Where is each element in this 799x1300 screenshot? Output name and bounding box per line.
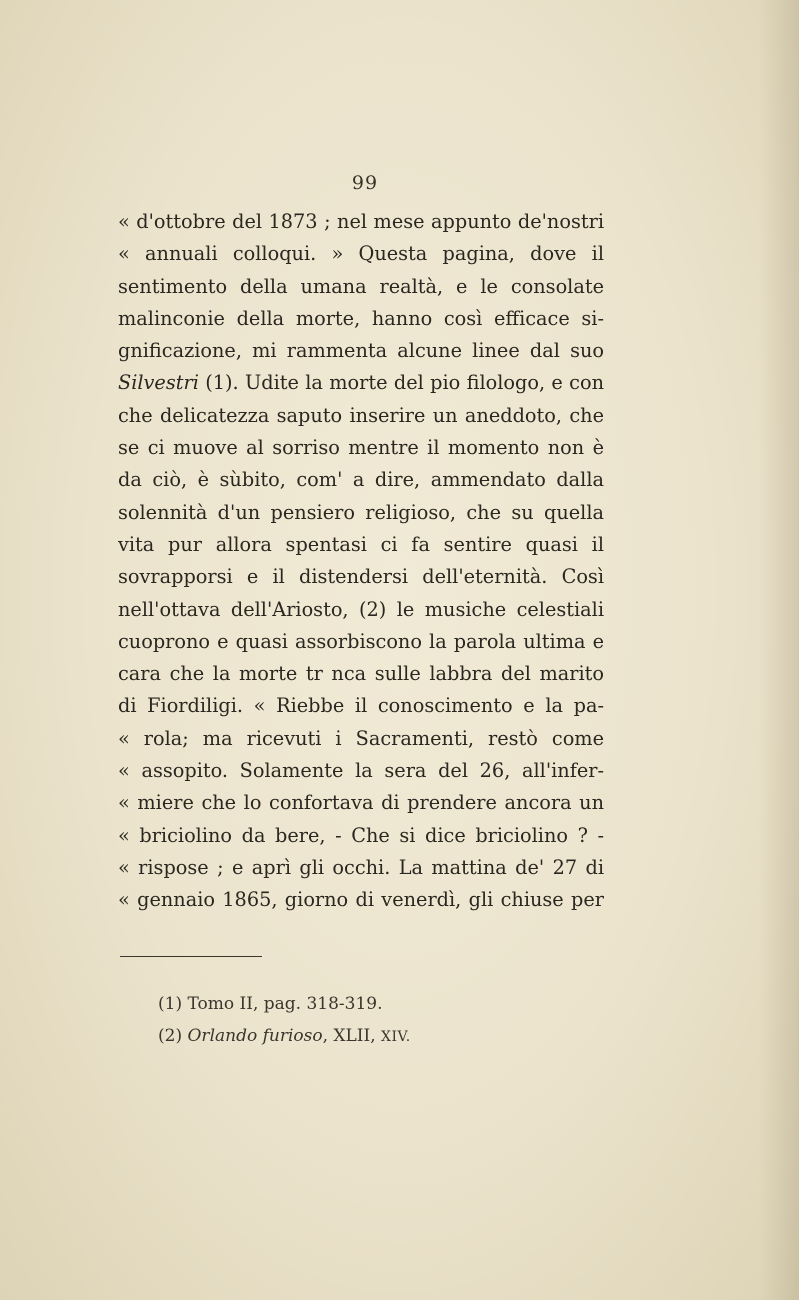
text-line: nell'ottava dell'Ariosto, (2) le musiche celestiali <box>118 597 604 621</box>
footnote-marker: (1) <box>158 994 183 1014</box>
body-text <box>118 206 604 917</box>
text-line: « assopito. Solamente la sera del 26, all'infer- <box>118 759 604 783</box>
footnote-small-caps: XIV. <box>381 1029 411 1045</box>
text-line: « d'ottobre del 1873 ; nel mese appunto de'nostri <box>118 210 604 233</box>
text-line: da ciò, è sùbito, com' a dire, ammendato dalla <box>118 468 604 492</box>
footnote-1 <box>158 988 578 1020</box>
text-line: che delicatezza saputo inserire un aneddoto, che <box>118 403 604 427</box>
footnote-work-title: Orlando furioso <box>187 1026 323 1046</box>
text-line: cara che la morte tr nca sulle labbra del marito <box>118 662 604 686</box>
text-line: vita pur allora spentasi ci fa sentire quasi il <box>118 532 604 556</box>
text-line: sentimento della umana realtà, e le consolate <box>118 274 604 298</box>
text-line: « miere che lo confortava di prendere ancora un <box>118 791 604 815</box>
footnote-text: Tomo II, pag. 318-319. <box>187 994 383 1014</box>
text-line: « gennaio 1865, giorno di venerdì, gli chiuse per <box>118 888 604 912</box>
text-line: gnificazione, mi rammenta alcune linee dal suo <box>118 339 604 363</box>
page-edge-shadow <box>759 0 799 1300</box>
text-line: cuoprono e quasi assorbiscono la parola ultima e <box>118 629 604 653</box>
text-line: sovrapporsi e il distendersi dell'eternità. Così <box>118 565 604 589</box>
book-title-italic: Silvestri <box>118 371 199 395</box>
text-line: di Fiordiligi. « Riebbe il conoscimento e la pa- <box>118 694 604 718</box>
footnote-marker: (2) <box>158 1026 183 1046</box>
text-line: Silvestri (1). Udite la morte del pio filologo, e con <box>118 371 604 395</box>
text-line: solennità d'un pensiero religioso, che su quella <box>118 500 604 524</box>
footnote-divider <box>120 956 262 957</box>
text-line: malinconie della morte, hanno così efficace si- <box>118 306 604 330</box>
text-line: « rispose ; e aprì gli occhi. La mattina de' 27 di <box>118 855 604 879</box>
page-number: 99 <box>351 172 379 194</box>
text-line: « annuali colloqui. » Questa pagina, dove il <box>118 242 604 266</box>
text-line: se ci muove al sorriso mentre il momento non è <box>118 436 604 460</box>
footnote-2 <box>158 1020 578 1052</box>
text-line: « rola; ma ricevuti i Sacramenti, restò come <box>118 726 604 750</box>
footnote-text: , XLII, <box>322 1026 382 1046</box>
footnotes <box>158 988 578 1052</box>
text-line: « briciolino da bere, - Che si dice briciolino ? - <box>118 823 604 847</box>
